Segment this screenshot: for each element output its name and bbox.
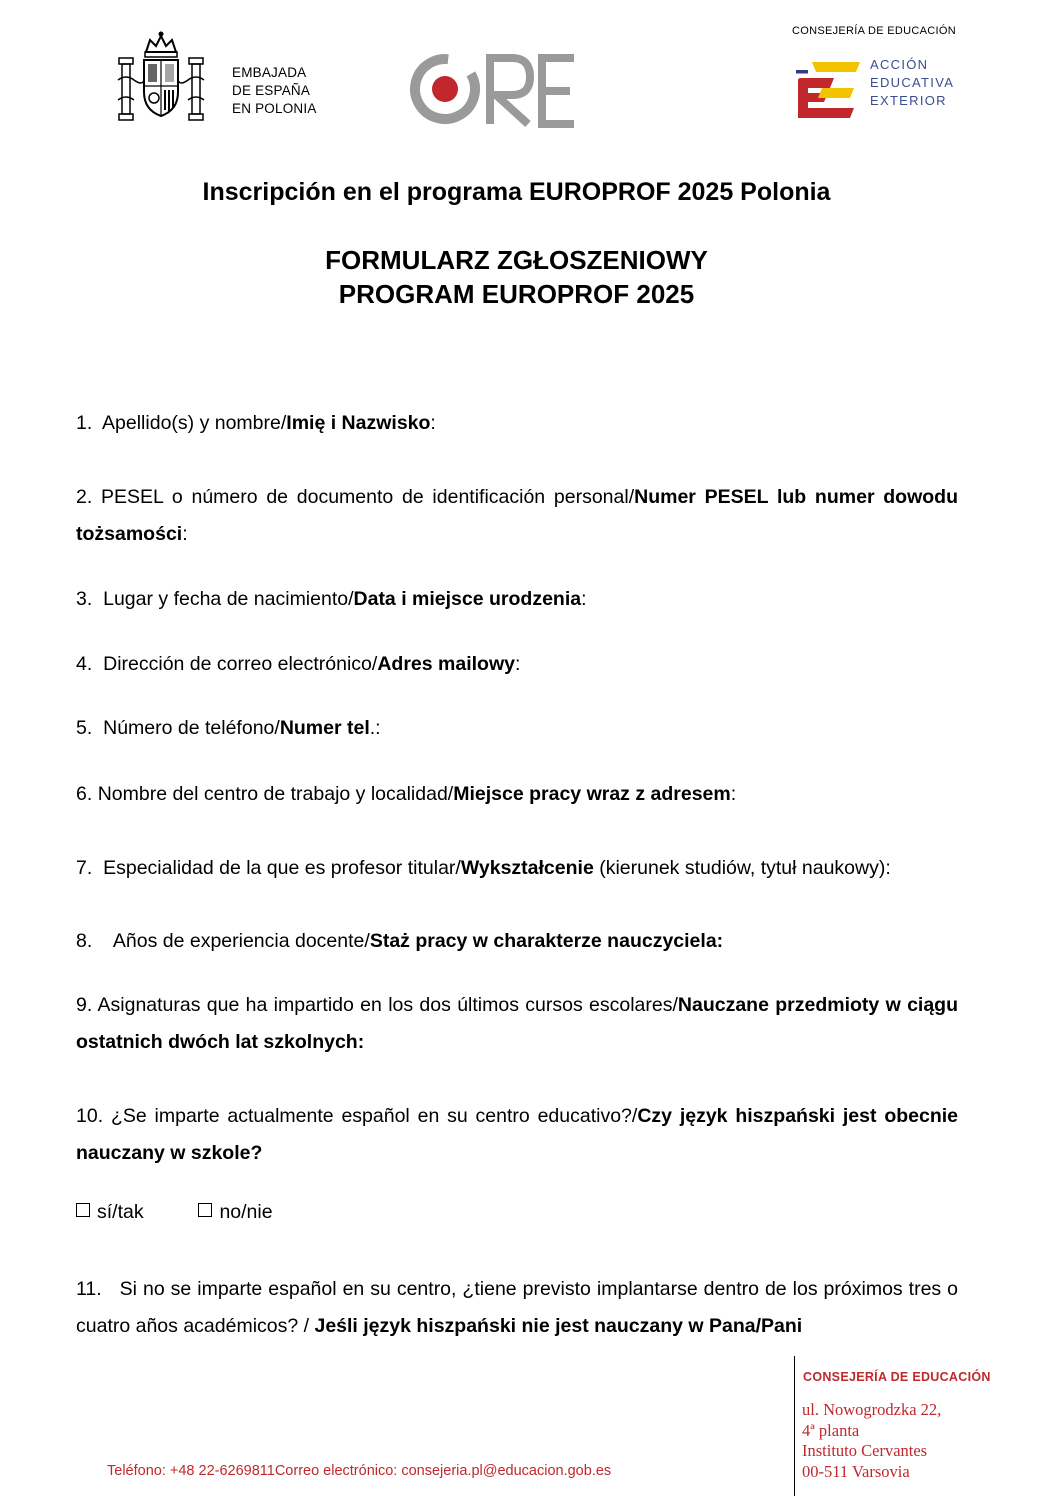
option-no[interactable] [198,1201,272,1223]
question-7: 7. Especialidad de la que es profesor titular/Wykształcenie (kierunek studiów, tytuł naukowy): [76,857,891,879]
spain-coat-of-arms-icon [116,30,206,128]
form-title-line-1: FORMULARZ ZGŁOSZENIOWY [325,245,708,275]
exterior-word: EXTERIOR [870,93,947,108]
embassy-line-2: DE ESPAÑA [232,83,311,98]
question-3: 3. Lugar y fecha de nacimiento/Data i miejsce urodzenia: [76,588,587,610]
educativa-word: EDUCATIVA [870,75,955,90]
form-title-line-2: PROGRAM EUROPROF 2025 [338,279,695,309]
spanish-taught-options [76,1201,273,1224]
option-no-label: no/nie [219,1201,273,1223]
question-1: 1. Apellido(s) y nombre/Imię i Nazwisko: [76,412,436,434]
question-9: 9. Asignaturas que ha impartido en los dos últimos cursos escolares/Nauczane przedmioty w ciągu ostatnich dwóch lat szkolnych: [76,994,959,1053]
question-5: 5. Número de teléfono/Numer tel.: [76,717,381,739]
option-yes-label: sí/tak [97,1201,144,1223]
address-line-3: Instituto Cervantes [802,1441,928,1460]
page-title: Inscripción en el programa EUROPROF 2025 Polonia [202,178,831,206]
ore-logo [408,52,578,128]
question-10: 10. ¿Se imparte actualmente español en su centro educativo?/Czy język hiszpański jest obecnie nauczany w szkole? [76,1105,959,1164]
accion-word: ACCIÓN [870,57,929,72]
address-line-2: 4ª planta [802,1421,860,1440]
question-11: 11. Si no se imparte español en su centro, ¿tiene previsto implantarse dentro de los próximos tres o cuatro años académicos? / Jeśli język hiszpański nie jest nauczany w Pana/Pani [76,1278,958,1337]
footer-divider [794,1356,795,1496]
checkbox-no[interactable] [198,1203,212,1217]
checkbox-yes[interactable] [76,1203,90,1217]
embassy-line-1: EMBAJADA [232,65,307,80]
consejeria-header: CONSEJERÍA DE EDUCACIÓN [792,25,956,37]
address-line-1: ul. Nowogrodzka 22, [802,1400,942,1419]
option-yes[interactable] [76,1201,144,1223]
question-6: 6. Nombre del centro de trabajo y localidad/Miejsce pracy wraz z adresem: [76,783,737,805]
question-2: 2. PESEL o número de documento de identificación personal/Numer PESEL lub numer dowodu tożsamości: [76,486,958,545]
footer-consejeria: CONSEJERÍA DE EDUCACIÓN [803,1370,991,1384]
embassy-line-3: EN POLONIA [232,101,317,116]
question-8: 8. Años de experiencia docente/Staż pracy w charakterze nauczyciela: [76,930,724,952]
address-line-4: 00-511 Varsovia [802,1462,910,1481]
footer-contact: Teléfono: +48 22-6269811Correo electrónico: consejeria.pl@educacion.gob.es [107,1463,612,1479]
accion-educativa-exterior-logo [794,58,864,120]
question-4: 4. Dirección de correo electrónico/Adres mailowy: [76,653,521,675]
